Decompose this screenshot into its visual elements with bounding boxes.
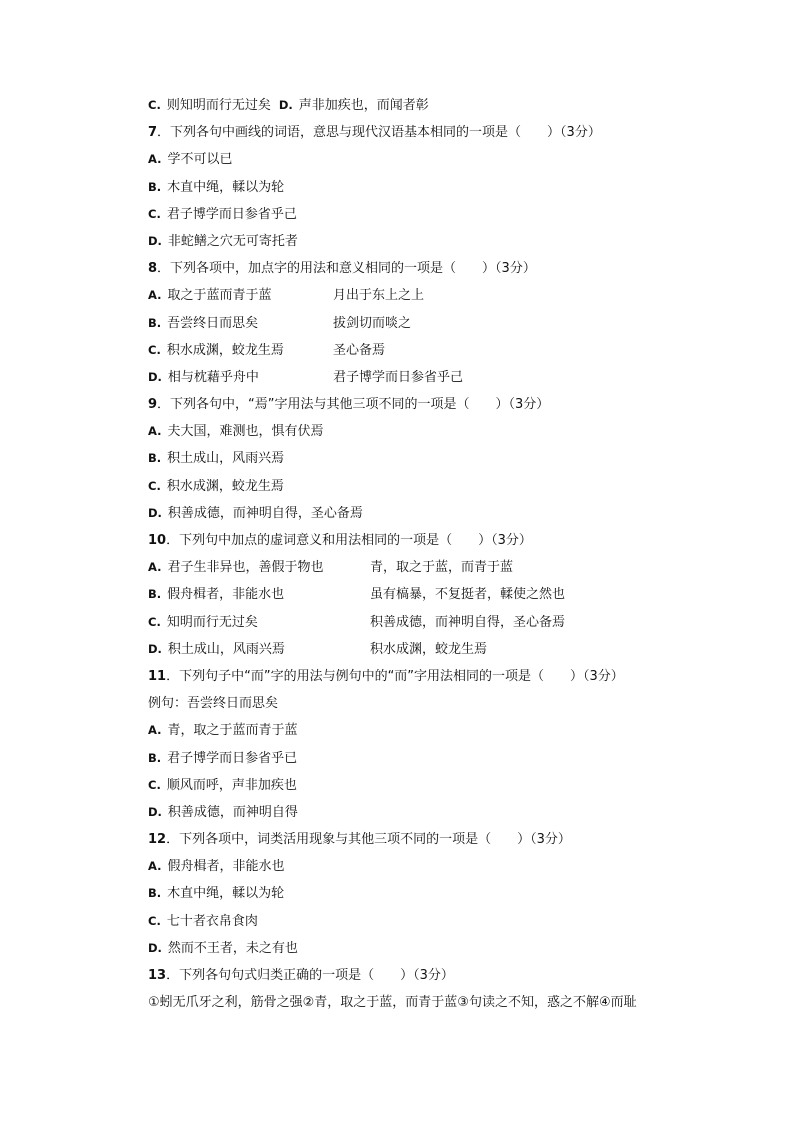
option-line (148, 146, 708, 173)
passage-line (148, 989, 708, 1016)
question-number: 11 (148, 668, 167, 684)
exam-page (148, 92, 708, 1016)
option-text: 声非加疾也，而闻者彰 (298, 98, 429, 113)
option-letter: D. (148, 641, 162, 656)
option-compare-text: 月出于东上之上 (333, 288, 425, 304)
option-text: 君子博学而日参省乎己 (166, 206, 297, 222)
option-letter: D. (148, 804, 162, 819)
question-line (148, 962, 708, 989)
option-letter: C. (148, 206, 161, 221)
option-text: 知明而行无过矣 (166, 614, 258, 630)
question-number: 9 (148, 397, 158, 413)
option-letter: C. (148, 777, 161, 792)
option-compare-text: 圣心备焉 (333, 342, 386, 358)
option-letter: D. (148, 369, 162, 384)
option-line (148, 636, 708, 663)
question-number: 12 (148, 832, 167, 848)
question-line (148, 119, 708, 146)
option-text: 取之于蓝而青于蓝 (167, 288, 272, 304)
option-letter: B. (148, 886, 162, 901)
question-line (148, 826, 708, 853)
option-line (148, 745, 708, 772)
option-line (148, 228, 708, 255)
option-letter: C. (148, 342, 161, 357)
option-line (148, 310, 708, 337)
option-line (148, 772, 708, 799)
option-line (148, 92, 708, 119)
option-text: 相与枕藉乎舟中 (167, 369, 259, 385)
option-letter: D. (148, 940, 162, 955)
option-line (148, 418, 708, 445)
option-letter: B. (148, 587, 162, 602)
option-text: 君子生非异也，善假于物也 (167, 560, 324, 576)
option-line (148, 554, 708, 581)
option-compare-text: 积水成渊，蛟龙生焉 (370, 641, 488, 657)
option-text: 木直中绳，輮以为轮 (167, 179, 285, 195)
option-letter: A. (148, 424, 162, 439)
option-compare-text: 君子博学而日参省乎己 (333, 369, 464, 385)
option-line (148, 799, 708, 826)
option-compare-text: 积善成德，而神明自得，圣心备焉 (370, 614, 566, 630)
option-line (148, 609, 708, 636)
option-text: 积善成德，而神明自得，圣心备焉 (167, 505, 363, 521)
option-line (148, 364, 708, 391)
option-text: 然而不王者，未之有也 (167, 940, 298, 956)
question-number: 7 (148, 125, 158, 141)
question-text: ．下列各项中，加点字的用法和意义相同的一项是（ ）（3分） (157, 261, 536, 277)
option-letter: C. (148, 614, 161, 629)
option-line (148, 201, 708, 228)
question-line (148, 391, 708, 418)
option-letter: C. (148, 98, 161, 112)
question-text: ．下列各句中画线的词语，意思与现代汉语基本相同的一项是（ ）（3分） (157, 125, 601, 141)
question-line (148, 663, 708, 690)
option-line (148, 500, 708, 527)
option-line (148, 717, 708, 744)
option-compare-text: 拔剑切而啖之 (333, 315, 412, 331)
question-text: ．下列各项中，词类活用现象与其他三项不同的一项是（ ）（3分） (166, 832, 571, 848)
option-letter: A. (148, 288, 162, 303)
option-letter: C. (148, 913, 161, 928)
question-text: ．下列各句中，“焉”字用法与其他三项不同的一项是（ ）（3分） (157, 397, 550, 413)
option-text: 积水成渊，蛟龙生焉 (166, 342, 284, 358)
option-text: 吾尝终日而思矣 (167, 315, 259, 331)
question-text: ．下列句子中“而”字的用法与例句中的“而”字用法相同的一项是（ ）（3分） (166, 668, 624, 684)
option-text: 君子博学而日参省乎已 (167, 750, 298, 766)
option-compare-text: 虽有槁暴，不复挺者，輮使之然也 (370, 587, 566, 603)
option-letter: A. (148, 723, 162, 738)
question-text: ．下列句中加点的虚词意义和用法相同的一项是（ ）（3分） (166, 533, 532, 548)
option-compare-text: 青，取之于蓝，而青于蓝 (370, 560, 514, 576)
option-text: 夫大国，难测也，惧有伏焉 (167, 424, 324, 440)
option-letter: B. (148, 179, 162, 194)
option-line (148, 908, 708, 935)
option-line (148, 473, 708, 500)
option-text: 木直中绳，輮以为轮 (167, 886, 285, 902)
question-line (148, 527, 708, 554)
option-letter: C. (148, 478, 161, 493)
question-number: 8 (148, 261, 158, 277)
question-text: ．下列各句句式归类正确的一项是（ ）（3分） (166, 968, 454, 983)
option-text: 顺风而呼，声非加疾也 (166, 777, 297, 793)
option-text: 积水成渊，蛟龙生焉 (166, 478, 284, 494)
option-letter: D. (148, 233, 162, 248)
option-letter: D. (148, 505, 162, 520)
option-text: 青，取之于蓝而青于蓝 (167, 723, 298, 739)
option-letter: A. (148, 859, 162, 874)
option-text: 则知明而行无过矣 (166, 98, 271, 113)
option-line (148, 935, 708, 962)
option-text: 积善成德，而神明自得 (167, 804, 298, 820)
option-letter: B. (148, 315, 162, 330)
option-letter: A. (148, 560, 162, 575)
option-line (148, 880, 708, 907)
question-number: 10 (148, 533, 167, 548)
option-text: 七十者衣帛食肉 (166, 913, 258, 929)
option-line (148, 445, 708, 472)
option-letter: B. (148, 750, 162, 765)
option-letter: B. (148, 451, 162, 466)
passage-line (148, 690, 708, 717)
option-line (148, 853, 708, 880)
option-text: 积土成山，风雨兴焉 (167, 451, 285, 467)
option-line (148, 581, 708, 608)
option-text: 学不可以已 (167, 152, 233, 168)
option-text: 假舟楫者，非能水也 (167, 859, 285, 875)
option-line (148, 174, 708, 201)
option-text: 非蛇鳝之穴无可寄托者 (167, 233, 298, 249)
question-line (148, 255, 708, 282)
option-line (148, 337, 708, 364)
option-text: 假舟楫者，非能水也 (167, 587, 285, 603)
option-text: 积土成山，风雨兴焉 (167, 641, 285, 657)
option-letter: A. (148, 152, 162, 167)
question-number: 13 (148, 968, 167, 983)
option-letter: D. (278, 98, 293, 112)
option-line (148, 282, 708, 309)
passage-text: 例句：吾尝终日而思矣 (148, 696, 279, 712)
passage-text: ①蚓无爪牙之利，筋骨之强②青，取之于蓝，而青于蓝③句读之不知，惑之不解④而耻 (148, 995, 637, 1011)
